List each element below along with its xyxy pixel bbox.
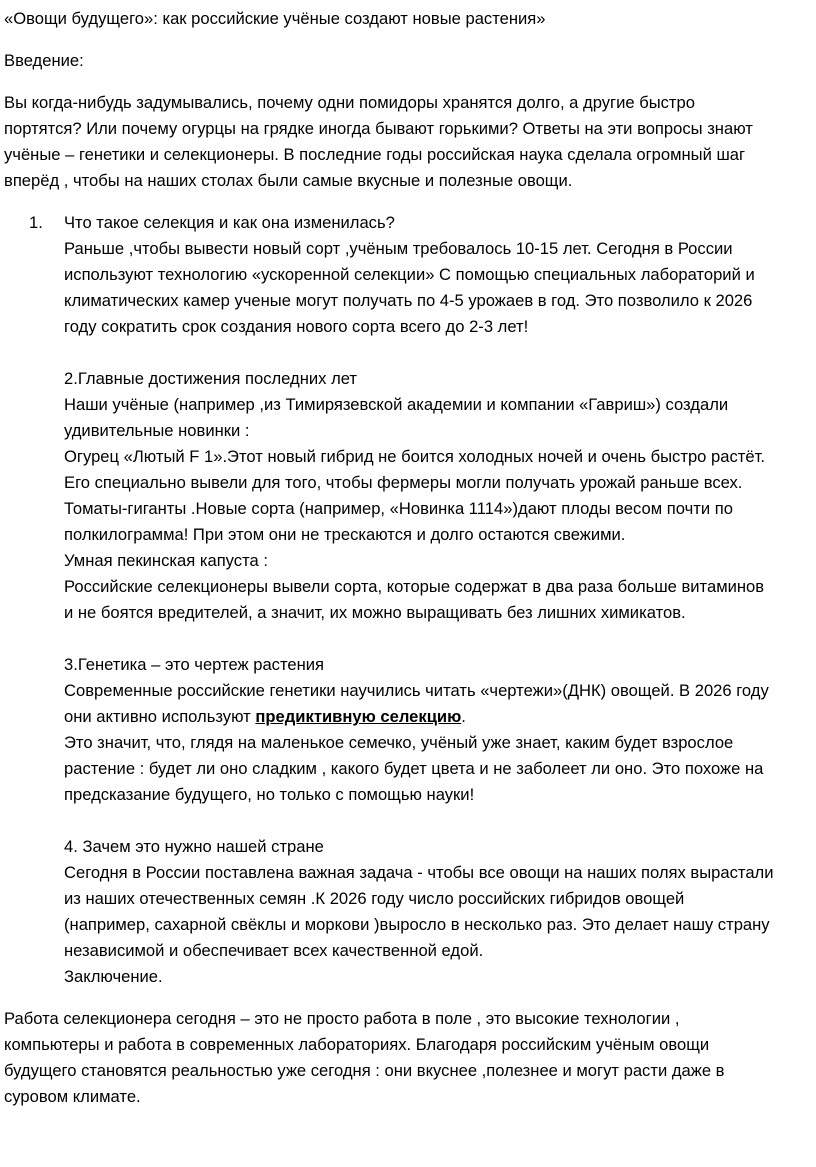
section-3-heading: 3.Генетика – это чертеж растения	[64, 655, 325, 674]
text-line: портятся? Или почему огурцы на грядке иногда бывают горькими? Ответы на эти вопросы знают	[4, 119, 753, 138]
text-line: независимой и обеспечивает всех качественной едой.	[64, 941, 484, 960]
text-line: используют технологию «ускоренной селекции» С помощью специальных лабораторий и	[64, 265, 755, 284]
conclusion-heading: Заключение.	[64, 967, 163, 986]
text-line: Вы когда-нибудь задумывались, почему одни помидоры хранятся долго, а другие быстро	[4, 93, 695, 112]
document-title: «Овощи будущего»: как российские учёные создают новые растения»	[4, 9, 546, 28]
section-4	[4, 834, 812, 990]
text-line: Сегодня в России поставлена важная задача - чтобы все овощи на наших полях вырастали	[64, 863, 774, 882]
text-line: и не боятся вредителей, а значит, их можно выращивать без лишних химикатов.	[64, 603, 686, 622]
text-line: Томаты-гиганты .Новые сорта (например, «Новинка 1114»)дают плоды весом почти по	[64, 499, 733, 518]
section-1-heading	[4, 210, 812, 236]
text-line: Раньше ,чтобы вывести новый сорт ,учёным требовалось 10-15 лет. Сегодня в России	[64, 239, 733, 258]
text-line: Российские селекционеры вывели сорта, которые содержат в два раза больше витаминов	[64, 577, 765, 596]
section-1-title: Что такое селекция и как она изменилась?	[64, 213, 395, 232]
text-line: полкилограмма! При этом они не трескаются и долго остаются свежими.	[64, 525, 626, 544]
bold-underlined-term: предиктивную селекцию	[255, 707, 462, 726]
list-number: 1.	[29, 213, 43, 232]
conclusion-paragraph	[4, 1006, 812, 1110]
section-1	[4, 210, 812, 340]
text-line: будущего становятся реальностью уже сегодня : они вкуснее ,полезнее и могут расти даже в	[4, 1061, 725, 1080]
section-2	[4, 366, 812, 626]
text-line: Огурец «Лютый F 1».Этот новый гибрид не боится холодных ночей и очень быстро растёт.	[64, 447, 765, 466]
text-line: (например, сахарной свёклы и моркови )выросло в несколько раз. Это делает нашу страну	[64, 915, 770, 934]
text-run: .	[461, 707, 466, 726]
section-3	[4, 652, 812, 808]
text-line: компьютеры и работа в современных лабораториях. Благодаря российским учёным овощи	[4, 1035, 710, 1054]
text-line: климатических камер ученые могут получать по 4-5 урожаев в год. Это позволило к 2026	[64, 291, 753, 310]
text-line: предсказание будущего, но только с помощью науки!	[64, 785, 475, 804]
text-line: из наших отечественных семян .К 2026 году число российских гибридов овощей	[64, 889, 685, 908]
text-line: вперёд , чтобы на наших столах были самые вкусные и полезные овощи.	[4, 171, 573, 190]
text-line: году сократить срок создания нового сорта всего до 2-3 лет!	[64, 317, 529, 336]
text-line: Его специально вывели для того, чтобы фермеры могли получать урожай раньше всех.	[64, 473, 743, 492]
text-line: учёные – генетики и селекционеры. В последние годы российская наука сделала огромный шаг	[4, 145, 746, 164]
section-2-heading: 2.Главные достижения последних лет	[64, 369, 358, 388]
text-line: Умная пекинская капуста :	[64, 551, 268, 570]
intro-paragraph	[4, 90, 812, 194]
section-4-heading: 4. Зачем это нужно нашей стране	[64, 837, 324, 856]
intro-heading: Введение:	[4, 51, 84, 70]
text-line: Современные российские генетики научились читать «чертежи»(ДНК) овощей. В 2026 году	[64, 681, 769, 700]
text-line: Наши учёные (например ,из Тимирязевской академии и компании «Гавриш») создали	[64, 395, 729, 414]
text-line: Это значит, что, глядя на маленькое семечко, учёный уже знает, каким будет взрослое	[64, 733, 734, 752]
text-line: Работа селекционера сегодня – это не просто работа в поле , это высокие технологии ,	[4, 1009, 680, 1028]
text-line: удивительные новинки :	[64, 421, 250, 440]
text-line: суровом климате.	[4, 1087, 141, 1106]
text-line	[4, 704, 812, 730]
text-run: они активно используют	[64, 707, 256, 726]
text-line: растение : будет ли оно сладким , какого будет цвета и не заболеет ли оно. Это похоже на	[64, 759, 764, 778]
